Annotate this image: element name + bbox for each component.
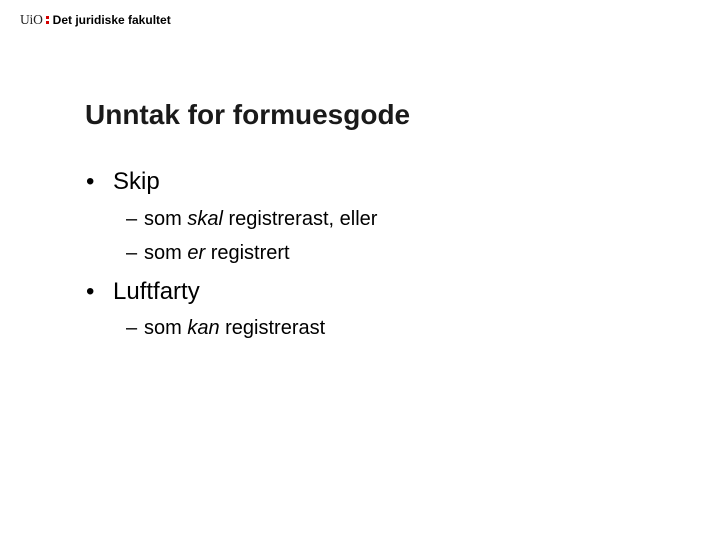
bullet-item [86,278,200,306]
sub-bullet-post: registrerast, eller [222,208,378,230]
bullet-text: Skip [113,168,160,195]
uio-logo [20,11,171,29]
sub-bullet-pre: som [144,242,188,264]
logo-uio-text: UiO [20,12,43,27]
sub-bullet-emphasis: kan [187,317,220,339]
dash-marker: – [126,242,138,264]
sub-bullet-post: registrert [205,242,290,264]
faculty-name: Det juridiske fakultet [52,13,171,27]
sub-bullet-pre: som [144,317,188,339]
sub-bullet-emphasis: er [187,242,206,264]
sub-bullet-emphasis: skal [187,208,223,230]
bullet-marker: • [86,278,95,305]
dash-marker: – [126,208,138,230]
sub-bullet-post: registrerast [219,317,326,339]
slide-title: Unntak for formuesgode [85,99,411,130]
sub-bullet-item [126,208,377,231]
sub-bullet-item [126,242,290,265]
logo-colon-icon [46,14,49,26]
bullet-marker: • [86,168,95,195]
sub-bullet-item [126,317,325,340]
dash-marker: – [126,317,138,339]
bullet-text: Luftfarty [113,278,200,305]
bullet-item [86,168,160,196]
sub-bullet-pre: som [144,208,188,230]
